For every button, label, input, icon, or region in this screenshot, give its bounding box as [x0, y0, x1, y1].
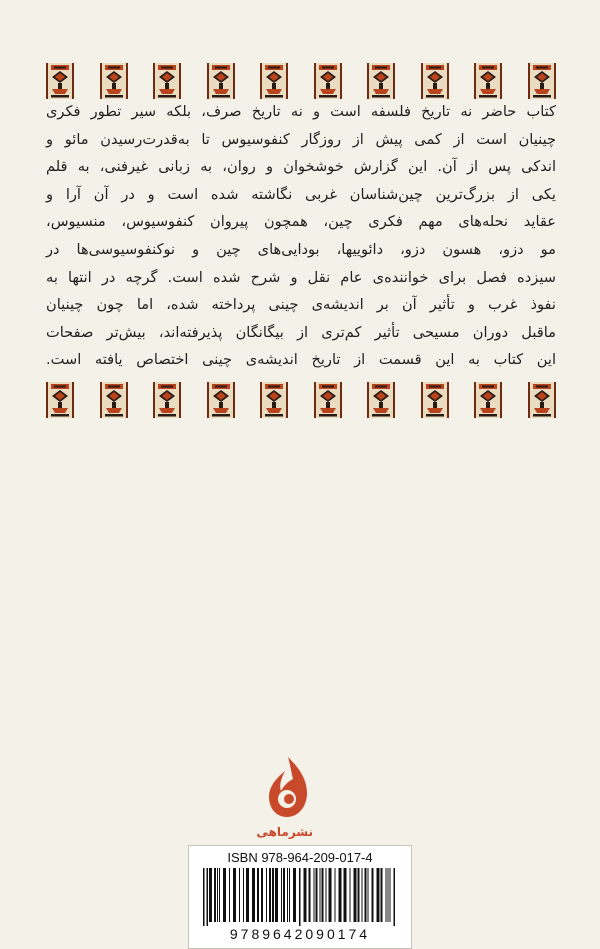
barcode-digits: 9789642090174: [229, 926, 371, 942]
barcode-bar: [233, 868, 236, 922]
barcode-bar: [365, 868, 367, 922]
ornament-tile: [260, 63, 288, 99]
barcode-bar: [322, 868, 324, 922]
barcode-bar: [388, 868, 389, 922]
blurb-line: اندکی پس از آن. این گزارش خوشخوان و روان، به زبانی غیرفنی، به قلم: [46, 158, 556, 176]
barcode-bar: [299, 868, 301, 926]
isbn-label: ISBN 978-964-209-017-4: [227, 850, 373, 865]
barcode-bar: [257, 868, 259, 922]
ornament-tile: [367, 382, 395, 418]
ornament-tile: [528, 63, 556, 99]
ornament-tile: [314, 382, 342, 418]
blurb-line: یکی از بزرگ‌ترین چین‌شناسان غربی نگاشته شده است و در آن آرا و: [46, 185, 556, 203]
tribal-motif-icon: [316, 382, 340, 418]
barcode-bar: [289, 868, 290, 922]
barcode-bar: [335, 868, 336, 922]
ornament-tile: [153, 63, 181, 99]
barcode-bar: [239, 868, 240, 922]
barcode-bar: [209, 868, 212, 922]
barcode-bar: [390, 868, 391, 922]
barcode-bar: [246, 868, 249, 922]
barcode-bar: [275, 868, 278, 922]
barcode-bar: [320, 868, 321, 922]
barcode-bar: [272, 868, 274, 922]
ornament-row-bottom: [46, 382, 556, 418]
blurb-line: کتاب حاضر نه تاریخ فلسفه است و نه تاریخ صرف، بلکه سیر تطور فکری: [46, 103, 556, 120]
ornament-tile: [260, 382, 288, 418]
blurb-line: نفوذ غرب و تأثیر آن بر اندیشه‌ی چینی پرداخته شده، اما چون چینیان: [46, 296, 556, 314]
barcode-bar: [304, 868, 307, 922]
tribal-motif-icon: [530, 382, 554, 418]
barcode-bar: [329, 868, 332, 922]
barcode-bar: [372, 868, 374, 922]
blurb-line: ماقبل دوران مسیحی تأثیر کم‌تری از بیگانگان پذیرفته‌اند، بیش‌تر صفحات: [46, 323, 556, 341]
barcode-bar: [350, 868, 351, 922]
barcode-bar: [287, 868, 288, 922]
ornament-tile: [100, 63, 128, 99]
ornament-tile: [207, 382, 235, 418]
barcode-bar: [316, 868, 318, 922]
tribal-motif-icon: [102, 63, 126, 99]
fish-logo-icon: [263, 755, 313, 819]
blurb-line: چینیان است از کمی پیش از روزگار کنفوسیوس تا به‌قدرت‌رسیدن مائو و: [46, 130, 556, 148]
barcode-bar: [207, 868, 209, 926]
barcode-bar: [314, 868, 315, 922]
barcode-bar: [223, 868, 226, 922]
ornament-tile: [153, 382, 181, 418]
tribal-motif-icon: [262, 382, 286, 418]
ornament-tile: [421, 382, 449, 418]
tribal-motif-icon: [423, 63, 447, 99]
tribal-motif-icon: [48, 382, 72, 418]
tribal-motif-icon: [369, 63, 393, 99]
barcode-bar: [339, 868, 342, 922]
ornament-tile: [421, 63, 449, 99]
barcode-bars: [201, 868, 399, 926]
barcode-bar: [368, 868, 369, 922]
barcode-bar: [381, 868, 383, 922]
ornament-tile: [474, 63, 502, 99]
ornament-tile: [46, 63, 74, 99]
barcode-bar: [252, 868, 255, 922]
ornament-tile: [367, 63, 395, 99]
barcode-bar: [386, 868, 387, 922]
tribal-motif-icon: [476, 63, 500, 99]
ornament-tile: [46, 382, 74, 418]
ornament-tile: [528, 382, 556, 418]
barcode-bar: [217, 868, 218, 922]
ornament-tile: [314, 63, 342, 99]
tribal-motif-icon: [209, 63, 233, 99]
tribal-motif-icon: [530, 63, 554, 99]
barcode-bar: [261, 868, 263, 922]
barcode-bar: [281, 868, 282, 922]
barcode-bar: [344, 868, 347, 922]
tribal-motif-icon: [423, 382, 447, 418]
blurb-line: عقاید نحله‌های مهم فکری چین، همچون پیروان کنفوسیوس، منسیوس،: [46, 213, 556, 231]
barcode-bar: [354, 868, 357, 922]
barcode-bar: [203, 868, 205, 926]
ornament-tile: [100, 382, 128, 418]
barcode-bar: [269, 868, 271, 922]
tribal-motif-icon: [209, 382, 233, 418]
tribal-motif-icon: [48, 63, 72, 99]
isbn-barcode: [188, 845, 412, 949]
barcode-bar: [362, 868, 363, 922]
tribal-motif-icon: [102, 382, 126, 418]
tribal-motif-icon: [316, 63, 340, 99]
tribal-motif-icon: [155, 63, 179, 99]
tribal-motif-icon: [369, 382, 393, 418]
barcode-bar: [283, 868, 285, 922]
tribal-motif-icon: [155, 382, 179, 418]
tribal-motif-icon: [476, 382, 500, 418]
back-cover-blurb: [46, 98, 556, 374]
publisher-name: نشرماهی: [256, 825, 313, 839]
tribal-motif-icon: [262, 63, 286, 99]
barcode-bar: [243, 868, 244, 922]
blurb-line: مو دزو، هسون دزو، دائوییها، بودایی‌های چین و نوکنفوسیوسی‌ها در: [46, 240, 556, 258]
publisher-logo: [256, 755, 313, 839]
barcode-bar: [394, 868, 396, 926]
barcode-bar: [309, 868, 311, 922]
ornament-row-top: [46, 63, 556, 99]
blurb-line: این کتاب به این قسمت از تاریخ اندیشه‌ی چینی اختصاص یافته است.: [46, 351, 556, 369]
barcode-bar: [214, 868, 216, 922]
ornament-tile: [474, 382, 502, 418]
blurb-line: سیزده فصل برای خواننده‌ی عام نقل و شرح شده است. گرچه در انتها به: [46, 268, 556, 286]
barcode-bar: [293, 868, 296, 922]
barcode-bar: [219, 868, 220, 922]
barcode-bar: [377, 868, 380, 922]
barcode-bar: [266, 868, 267, 922]
ornament-tile: [207, 63, 235, 99]
barcode-bar: [326, 868, 327, 922]
barcode-bar: [229, 868, 230, 922]
barcode-bar: [358, 868, 360, 922]
